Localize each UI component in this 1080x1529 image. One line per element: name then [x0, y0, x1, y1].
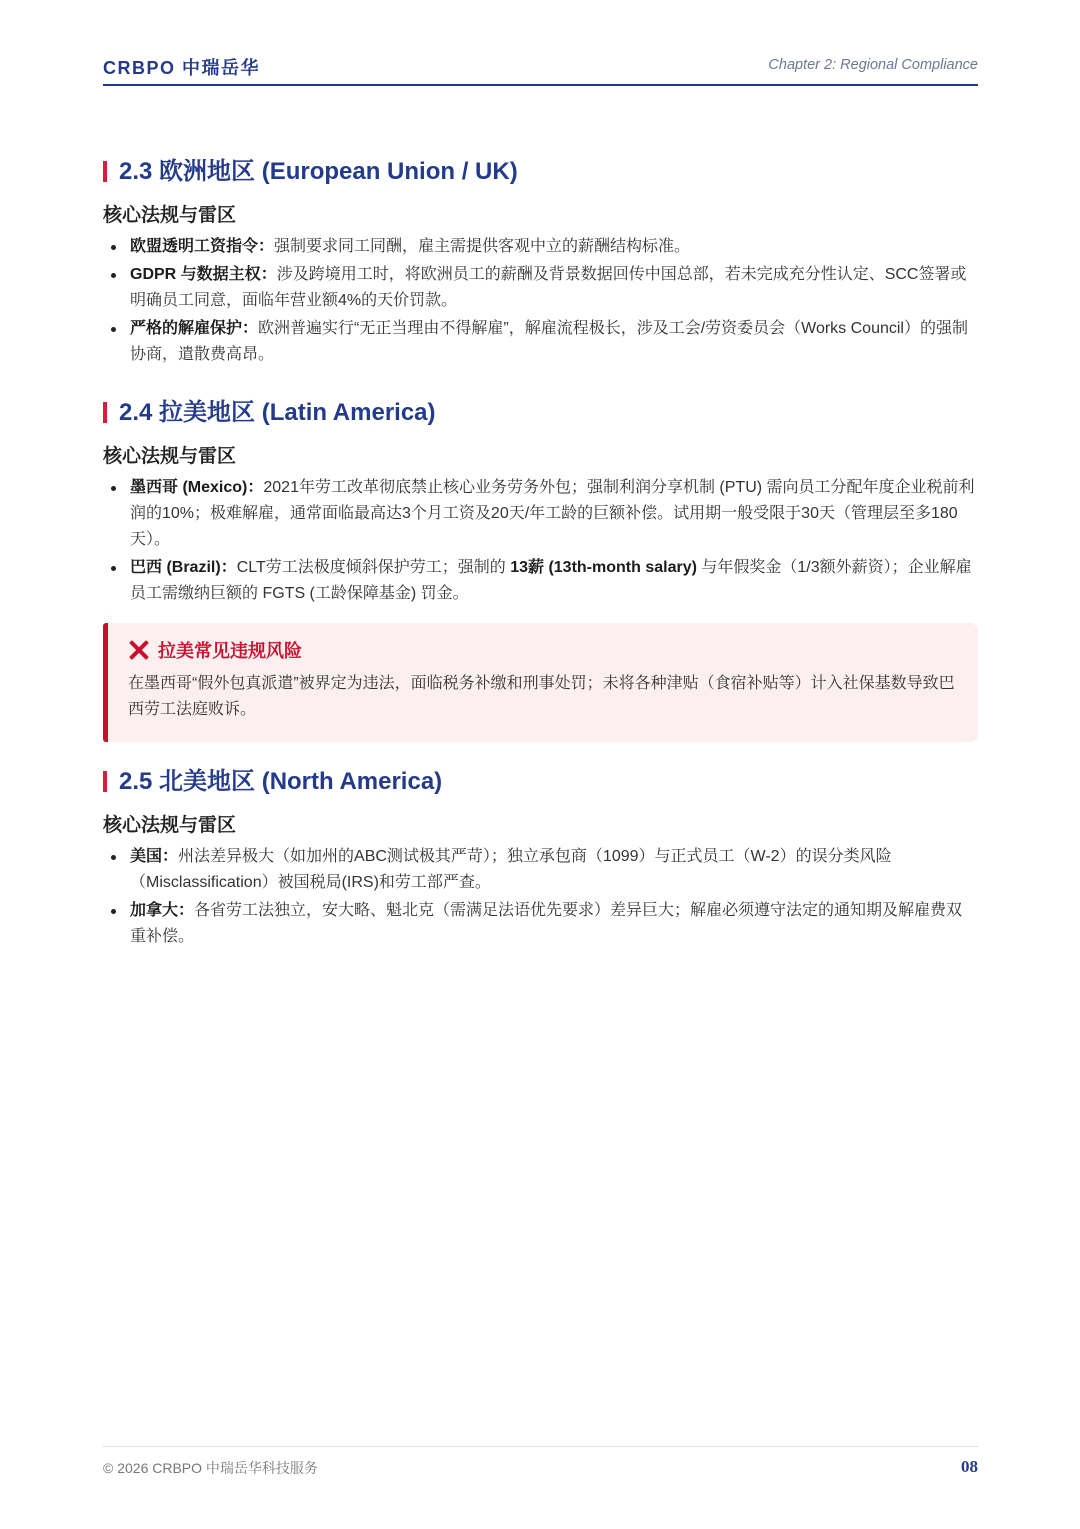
section-title-text: 2.4 拉美地区 (Latin America): [119, 399, 436, 426]
section-title: [103, 156, 978, 188]
close-x-icon: [128, 639, 150, 661]
section-subtitle: 核心法规与雷区: [103, 446, 237, 467]
section-title-text: 2.5 北美地区 (North America): [119, 768, 443, 795]
item-separator: ：: [242, 320, 259, 337]
item-label: 严格的解雇保护: [130, 320, 243, 337]
section-title: [103, 766, 978, 798]
accent-bar: [103, 161, 107, 182]
section-europe: [103, 156, 978, 370]
chapter-title: Chapter 2: Regional Compliance: [768, 57, 978, 73]
item-text: 涉及跨境用工时，将欧洲员工的薪酬及背景数据回传中国总部，若未完成充分性认定、SCC签署或明确员工同意，面临年营业额4%的天价罚款。: [130, 266, 967, 309]
section-latin-america: [103, 397, 978, 609]
brand-logo: CRBPO 中瑞岳华: [103, 58, 261, 78]
accent-bar: [103, 771, 107, 792]
accent-bar: [103, 402, 107, 423]
bullet-icon: [111, 855, 116, 860]
alert-title-text: 拉美常见违规风险: [158, 641, 302, 661]
item-separator: ：: [260, 266, 277, 283]
item-separator: ：: [220, 559, 237, 576]
item-separator: ：: [247, 479, 264, 496]
bullet-icon: [111, 273, 116, 278]
risk-alert-box: [103, 623, 978, 742]
list-item: [103, 316, 978, 368]
alert-title: [128, 637, 960, 665]
item-text: 州法差异极大（如加州的ABC测试极其严苛）；独立承包商（1099）与正式员工（W-2）的误分类风险（Misclassification）被国税局(IRS)和劳工部严查。: [130, 848, 892, 891]
item-label: 加拿大: [130, 902, 179, 919]
item-label: 美国: [130, 848, 163, 865]
list-item: [103, 234, 978, 260]
item-text: CLT劳工法极度倾斜保护劳工；强制的: [236, 559, 511, 576]
item-text: 强制要求同工同酬，雇主需提供客观中立的薪酬结构标准。: [274, 238, 691, 255]
bullet-icon: [111, 245, 116, 250]
item-separator: ：: [258, 238, 275, 255]
item-separator: ：: [162, 848, 179, 865]
rules-list: [103, 475, 978, 607]
item-text: 各省劳工法独立，安大略、魁北克（需满足法语优先要求）差异巨大；解雇必须遵守法定的通知期及解雇费双重补偿。: [130, 902, 963, 945]
bullet-icon: [111, 327, 116, 332]
item-text: 欧洲普遍实行“无正当理由不得解雇”，解雇流程极长，涉及工会/劳资委员会（Works Council）的强制协商，遣散费高昂。: [130, 320, 968, 363]
page-number: 08: [961, 1457, 978, 1476]
section-title: [103, 397, 978, 429]
page-footer: [103, 1446, 978, 1487]
section-subtitle: 核心法规与雷区: [103, 205, 237, 226]
item-label: GDPR 与数据主权: [130, 266, 261, 283]
list-item: [103, 262, 978, 314]
item-label: 墨西哥 (Mexico): [130, 479, 248, 496]
item-text: 2021年劳工改革彻底禁止核心业务劳务外包；强制利润分享机制 (PTU) 需向员工分配年度企业税前利润的10%；极难解雇，通常面临最高达3个月工资及20天/年工龄的巨额补偿。试用期一般受限于30天（管理层至多180天）。: [130, 479, 975, 548]
bullet-icon: [111, 566, 116, 571]
section-title-text: 2.3 欧洲地区 (European Union / UK): [119, 158, 518, 185]
section-north-america: [103, 766, 978, 952]
bullet-icon: [111, 486, 116, 491]
alert-text: 在墨西哥“假外包真派遣”被界定为违法，面临税务补缴和刑事处罚；未将各种津贴（食宿补贴等）计入社保基数导致巴西劳工法庭败诉。: [128, 675, 955, 718]
bullet-icon: [111, 909, 116, 914]
item-label: 欧盟透明工资指令: [130, 238, 259, 255]
item-separator: ：: [178, 902, 195, 919]
list-item: [103, 555, 978, 607]
rules-list: [103, 844, 978, 950]
item-text: 与年假奖金（1/3额外薪资）；企业解雇员工需缴纳巨额的 FGTS (工龄保障基金) 罚金。: [130, 559, 972, 602]
list-item: [103, 898, 978, 950]
item-label: 巴西 (Brazil): [130, 559, 221, 576]
list-item: [103, 844, 978, 896]
copyright-text: © 2026 CRBPO 中瑞岳华科技服务: [103, 1460, 318, 1476]
rules-list: [103, 234, 978, 368]
list-item: [103, 475, 978, 553]
section-subtitle: 核心法规与雷区: [103, 815, 237, 836]
item-highlight: 13薪 (13th-month salary): [510, 559, 697, 576]
page-header: [103, 50, 978, 86]
